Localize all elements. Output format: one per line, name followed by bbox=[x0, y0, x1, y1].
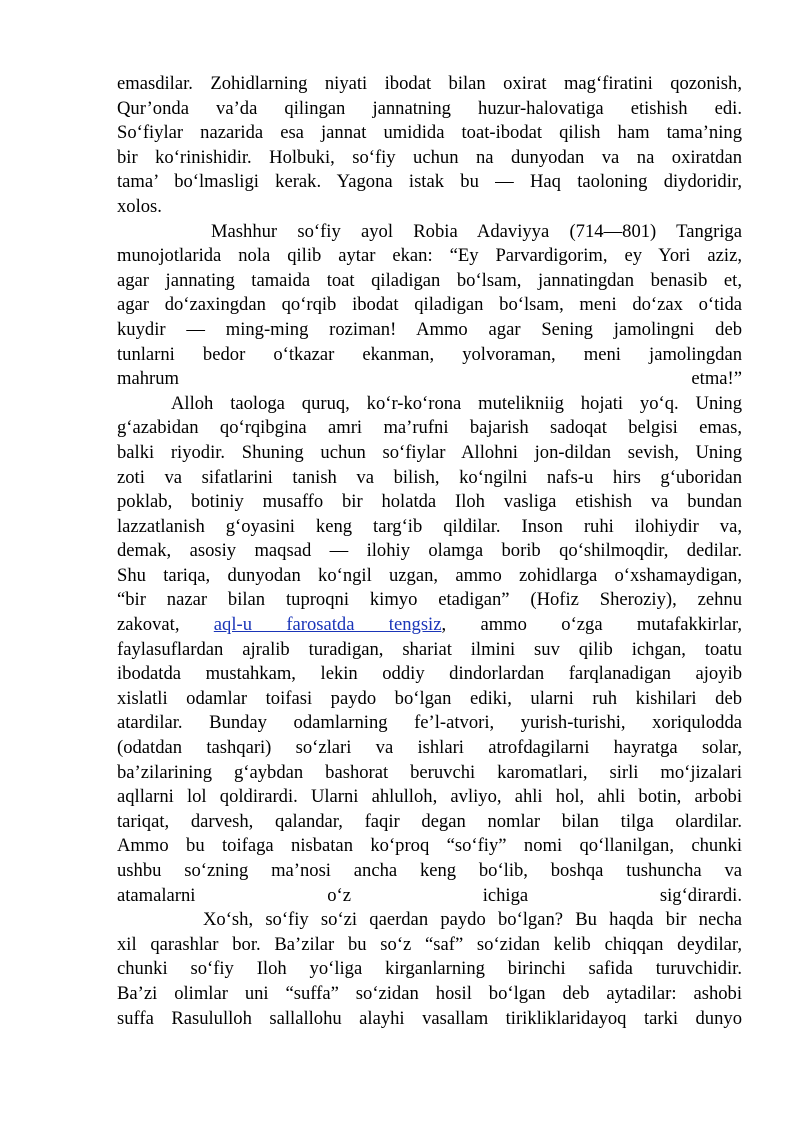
text-line: balki riyodir. Shuning uchun so‘fiylar Allohni jon-dildan sevish, Uning bbox=[117, 441, 742, 463]
text-line: mahrum etma!” bbox=[117, 368, 742, 390]
text-line: xolos. bbox=[117, 195, 162, 217]
text-line: zoti va sifatlarini tanish va bilish, ko‘ngilni nafs-u hirs g‘uboridan bbox=[117, 466, 742, 488]
text-line: ushbu so‘zning ma’nosi ancha keng bo‘lib, boshqa tushuncha va bbox=[117, 860, 742, 881]
text-line: bir ko‘rinishidir. Holbuki, so‘fiy uchun na dunyodan va na oxiratdan bbox=[117, 146, 742, 168]
text-line: demak, asosiy maqsad — ilohiy olamga borib qo‘shilmoqdir, dedilar. bbox=[117, 540, 742, 562]
text-line: Ammo bu toifaga nisbatan ko‘proq “so‘fiy” nomi qo‘llanilgan, chunki bbox=[117, 835, 742, 857]
text-line: tama’ bo‘lmasligi kerak. Yagona istak bu — Haq taoloning diydoridir, bbox=[117, 171, 742, 193]
text-line: agar do‘zaxingdan qo‘rqib ibodat qiladigan bo‘lsam, meni do‘zax o‘tida bbox=[117, 294, 742, 316]
text-line: faylasuflardan ajralib turadigan, shariat ilmini suv qilib ichgan, toatu bbox=[117, 638, 742, 660]
text-line: munojotlarida nola qilib aytar ekan: “Ey Parvardigorim, ey Yori aziz, bbox=[117, 245, 742, 267]
text-line: Mashhur so‘fiy ayol Robia Adaviyya (714—801) Tangriga bbox=[211, 220, 742, 242]
text-line: agar jannating tamaida toat qiladigan bo‘lsam, jannatingdan benasib et, bbox=[117, 269, 742, 291]
text-line: ba’zilarining g‘aybdan bashorat beruvchi karomatlari, sirli mo‘jizalari bbox=[117, 761, 742, 783]
text-line: xil qarashlar bor. Ba’zilar bu so‘z “saf” so‘zidan kelib chiqqan deydilar, bbox=[117, 933, 742, 955]
text-run: zakovat, bbox=[117, 614, 214, 636]
text-line: tunlarni bedor o‘tkazar ekanman, yolvoraman, meni jamolingdan bbox=[117, 343, 742, 365]
text-line: chunki so‘fiy Iloh yo‘liga kirganlarning birinchi safida turuvchidir. bbox=[117, 958, 742, 980]
text-line: atardilar. Bunday odamlarning fe’l-atvori, yurish-turishi, xoriqulodda bbox=[117, 712, 742, 734]
text-line: So‘fiylar nazarida esa jannat umidida toat-ibodat qilish ham tama’ning bbox=[117, 122, 742, 144]
text-line: Qur’onda va’da qilingan jannatning huzur-halovatiga etishish edi. bbox=[117, 97, 742, 119]
text-line: Shu tariqa, dunyodan ko‘ngil uzgan, ammo zohidlarga o‘xshamaydigan, bbox=[117, 564, 742, 586]
text-line: Xo‘sh, so‘fiy so‘zi qaerdan paydo bo‘lgan? Bu haqda bir necha bbox=[203, 909, 742, 931]
text-line: suffa Rasululloh sallallohu alayhi vasallam tirikliklaridayoq tarki dunyo bbox=[117, 1007, 742, 1029]
text-line: xislatli odamlar toifasi paydo bo‘lgan ediki, ularni ruh kishilari deb bbox=[117, 687, 742, 709]
text-line: kuydir — ming-ming roziman! Ammo agar Sening jamolingni deb bbox=[117, 318, 742, 340]
text-line: ibodatda mustahkam, lekin oddiy dindorlardan farqlanadigan ajoyib bbox=[117, 663, 742, 685]
text-run: , ammo o‘zga mutafakkirlar, bbox=[441, 614, 742, 636]
text-line: tariqat, darvesh, qalandar, faqir degan nomlar bilan tilga olardilar. bbox=[117, 810, 742, 832]
text-line bbox=[117, 613, 742, 638]
text-line: lazzatlanish g‘oyasini keng targ‘ib qildilar. Inson ruhi ilohiydir va, bbox=[117, 515, 742, 537]
text-line: Alloh taologa quruq, ko‘r-ko‘rona mutelikniig hojati yo‘q. Uning bbox=[171, 392, 742, 414]
text-line: Ba’zi olimlar uni “suffa” so‘zidan hosil bo‘lgan deb aytadilar: ashobi bbox=[117, 982, 742, 1004]
text-line: aqllarni lol qoldirardi. Ularni ahlulloh, avliyo, ahli hol, ahli botin, arbobi bbox=[117, 786, 742, 808]
text-line: emasdilar. Zohidlarning niyati ibodat bilan oxirat mag‘firatini qozonish, bbox=[117, 73, 742, 94]
document-page bbox=[117, 72, 742, 1031]
text-line: atamalarni o‘z ichiga sig‘dirardi. bbox=[117, 884, 742, 906]
text-line: “bir nazar bilan tuproqni kimyo etadigan” (Hofiz Sheroziy), zehnu bbox=[117, 589, 742, 611]
text-line: poklab, botiniy musaffo bir holatda Iloh vasliga etishish va bundan bbox=[117, 491, 742, 513]
hyperlink[interactable]: aql-u farosatda tengsiz bbox=[213, 614, 442, 636]
text-line: g‘azabidan qo‘rqibgina amri ma’rufni bajarish sadoqat belgisi emas, bbox=[117, 417, 742, 439]
text-line: (odatdan tashqari) so‘zlari va ishlari atrofdagilarni hayratga solar, bbox=[117, 737, 742, 759]
